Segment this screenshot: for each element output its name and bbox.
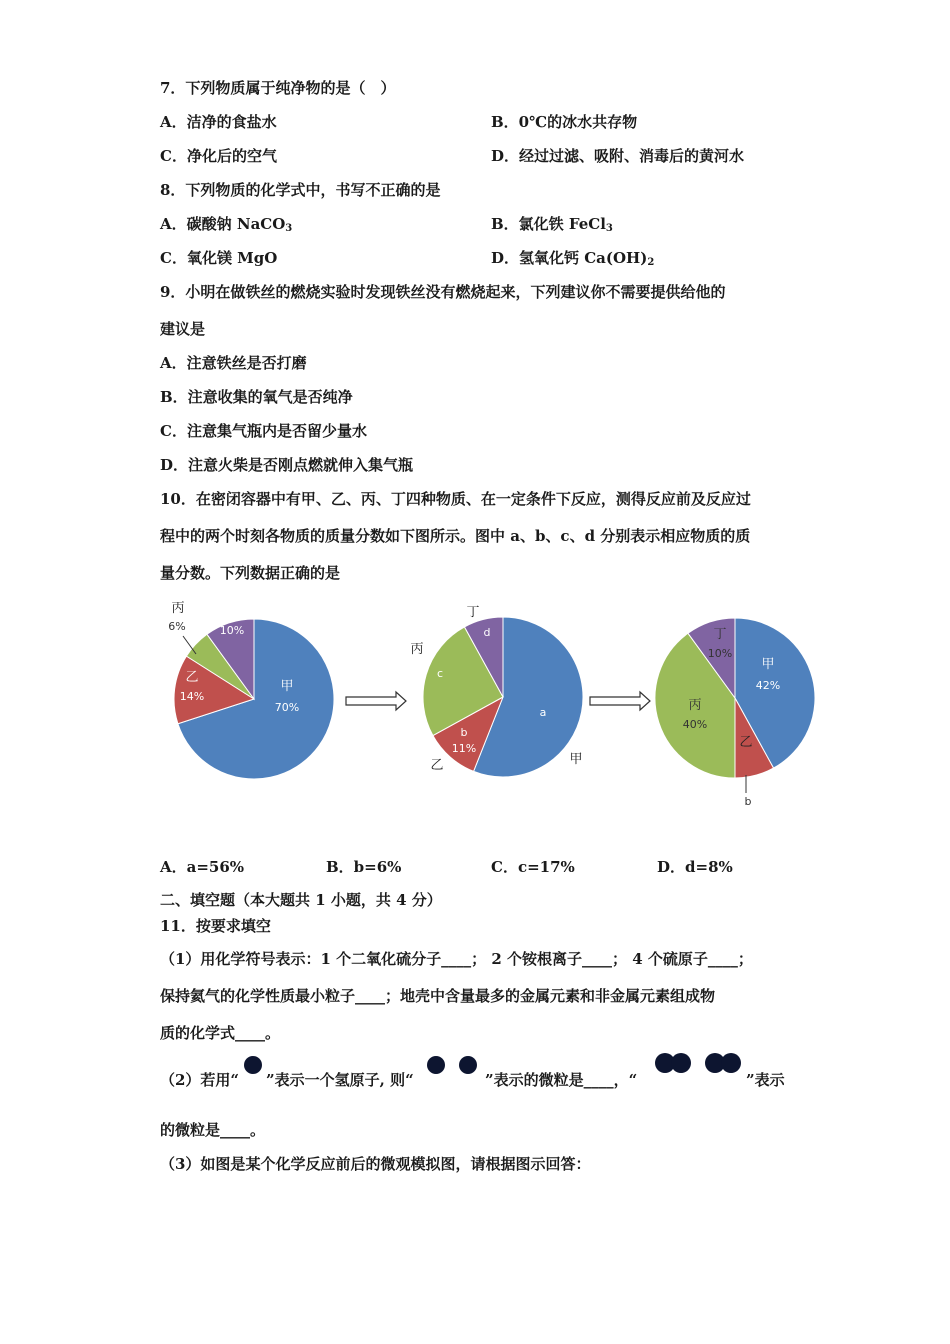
q7-option-d: D．经过过滤、吸附、消毒后的黄河水 [491, 147, 745, 165]
q10-option-d: D．d=8% [657, 858, 733, 876]
pie-value-label: 10% [707, 647, 733, 660]
q10-option-b: B．b=6% [326, 858, 402, 876]
pie-category-label: 丙 [171, 601, 185, 616]
q7-stem: 7．下列物质属于纯净物的是（ ） [160, 79, 396, 97]
q10-stem-line1: 10．在密闭容器中有甲、乙、丙、丁四种物质、在一定条件下反应，测得反应前及反应过 [160, 490, 751, 508]
pie-category-label: 乙 [185, 670, 199, 685]
q10-stem-line3: 量分数。下列数据正确的是 [160, 564, 341, 582]
q8-option-b: B．氯化铁 FeCl$_3$ [491, 215, 613, 234]
pie-value-label: 42% [755, 679, 781, 692]
q11-part2-text-b: ”表示一个氢原子, 则“ [266, 1071, 414, 1089]
pie-category-label: 甲 [569, 752, 583, 767]
pie-category-label: 丁 [466, 605, 480, 620]
pie-category-label: 甲 [280, 679, 294, 694]
pie-value-label: a [539, 706, 547, 719]
pie-value-label: b [744, 795, 752, 808]
pie-value-label: 14% [179, 690, 205, 703]
pie-chart-during [410, 605, 583, 777]
q9-option-d: D．注意火柴是否刚点燃就伸入集气瓶 [160, 456, 414, 474]
q11-part3: （3）如图是某个化学反应前后的微观模拟图，请根据图示回答： [160, 1155, 591, 1173]
q8-option-a: A．碳酸钠 NaCO$_3$ [160, 215, 293, 234]
q10-option-c: C．c=17% [491, 858, 575, 876]
pie-category-label: 乙 [739, 735, 753, 750]
q10-stem-line2: 程中的两个时刻各物质的质量分数如下图所示。图中 a、b、c、d 分别表示相应物质的质 [160, 527, 751, 545]
q11-part2-text-c: ”表示的微粒是____，“ [485, 1071, 638, 1089]
q8-stem: 8．下列物质的化学式中，书写不正确的是 [160, 181, 441, 199]
q7-option-c: C．净化后的空气 [160, 147, 277, 165]
pie-chart-before [168, 601, 334, 779]
pie-value-label: 40% [682, 718, 708, 731]
q11-part1-line3: 质的化学式____。 [160, 1024, 281, 1042]
q11-part2-text-e: 的微粒是____。 [160, 1121, 266, 1139]
pie-value-label: 70% [274, 701, 300, 714]
pie-value-label: d [483, 626, 491, 639]
q11-part2-text-a: （2）若用“ [160, 1071, 240, 1089]
pie-category-label: 丙 [688, 698, 702, 713]
q8-option-d: D．氢氧化钙 $Ca(OH)_2$ [491, 249, 655, 268]
pie-category-label: 丁 [225, 604, 239, 619]
pie-category-label: 乙 [430, 758, 444, 773]
q11-stem: 11．按要求填空 [160, 917, 271, 935]
q9-option-a: A．注意铁丝是否打磨 [160, 354, 307, 372]
arrow-right-icon [590, 692, 650, 710]
q8-option-c: C．氧化镁 MgO [160, 249, 278, 267]
q7-option-a: A．洁净的食盐水 [160, 113, 277, 131]
q9-stem-line2: 建议是 [160, 320, 206, 338]
pie-category-label: 丁 [713, 627, 727, 642]
q10-option-a: A．a=56% [160, 858, 245, 876]
q9-option-c: C．注意集气瓶内是否留少量水 [160, 422, 367, 440]
pie-value-label: 10% [219, 624, 245, 637]
pie-category-label: 甲 [761, 657, 775, 672]
pie-category-label: 丙 [410, 642, 424, 657]
pie-value-label: 11% [451, 742, 477, 755]
pie-value-label: c [436, 667, 444, 680]
two-hydrogen-atoms-icon [425, 1054, 485, 1078]
q9-stem-line1: 9．小明在做铁丝的燃烧实验时发现铁丝没有燃烧起来，下列建议你不需要提供给他的 [160, 283, 726, 301]
pie-value-label: 6% [168, 620, 186, 633]
section2-title: 二、填空题（本大题共 1 小题，共 4 分） [160, 891, 442, 909]
two-hydrogen-molecules-icon [654, 1051, 746, 1077]
q7-option-b: B．0℃的冰水共存物 [491, 113, 638, 131]
q11-part2-text-d: ”表示 [746, 1071, 785, 1089]
q11-part1-line2: 保持氦气的化学性质最小粒子____；地壳中含量最多的金属元素和非金属元素组成物 [160, 987, 716, 1005]
hydrogen-atom-icon [242, 1054, 266, 1078]
q11-part1-line1: （1）用化学符号表示：1 个二氧化硫分子____； 2 个铵根离子____； 4 个硫原子____； [160, 950, 753, 968]
q9-option-b: B．注意收集的氧气是否纯净 [160, 388, 353, 406]
arrow-right-icon [346, 692, 406, 710]
pie-chart-after [655, 618, 815, 808]
pie-value-label: b [460, 726, 468, 739]
